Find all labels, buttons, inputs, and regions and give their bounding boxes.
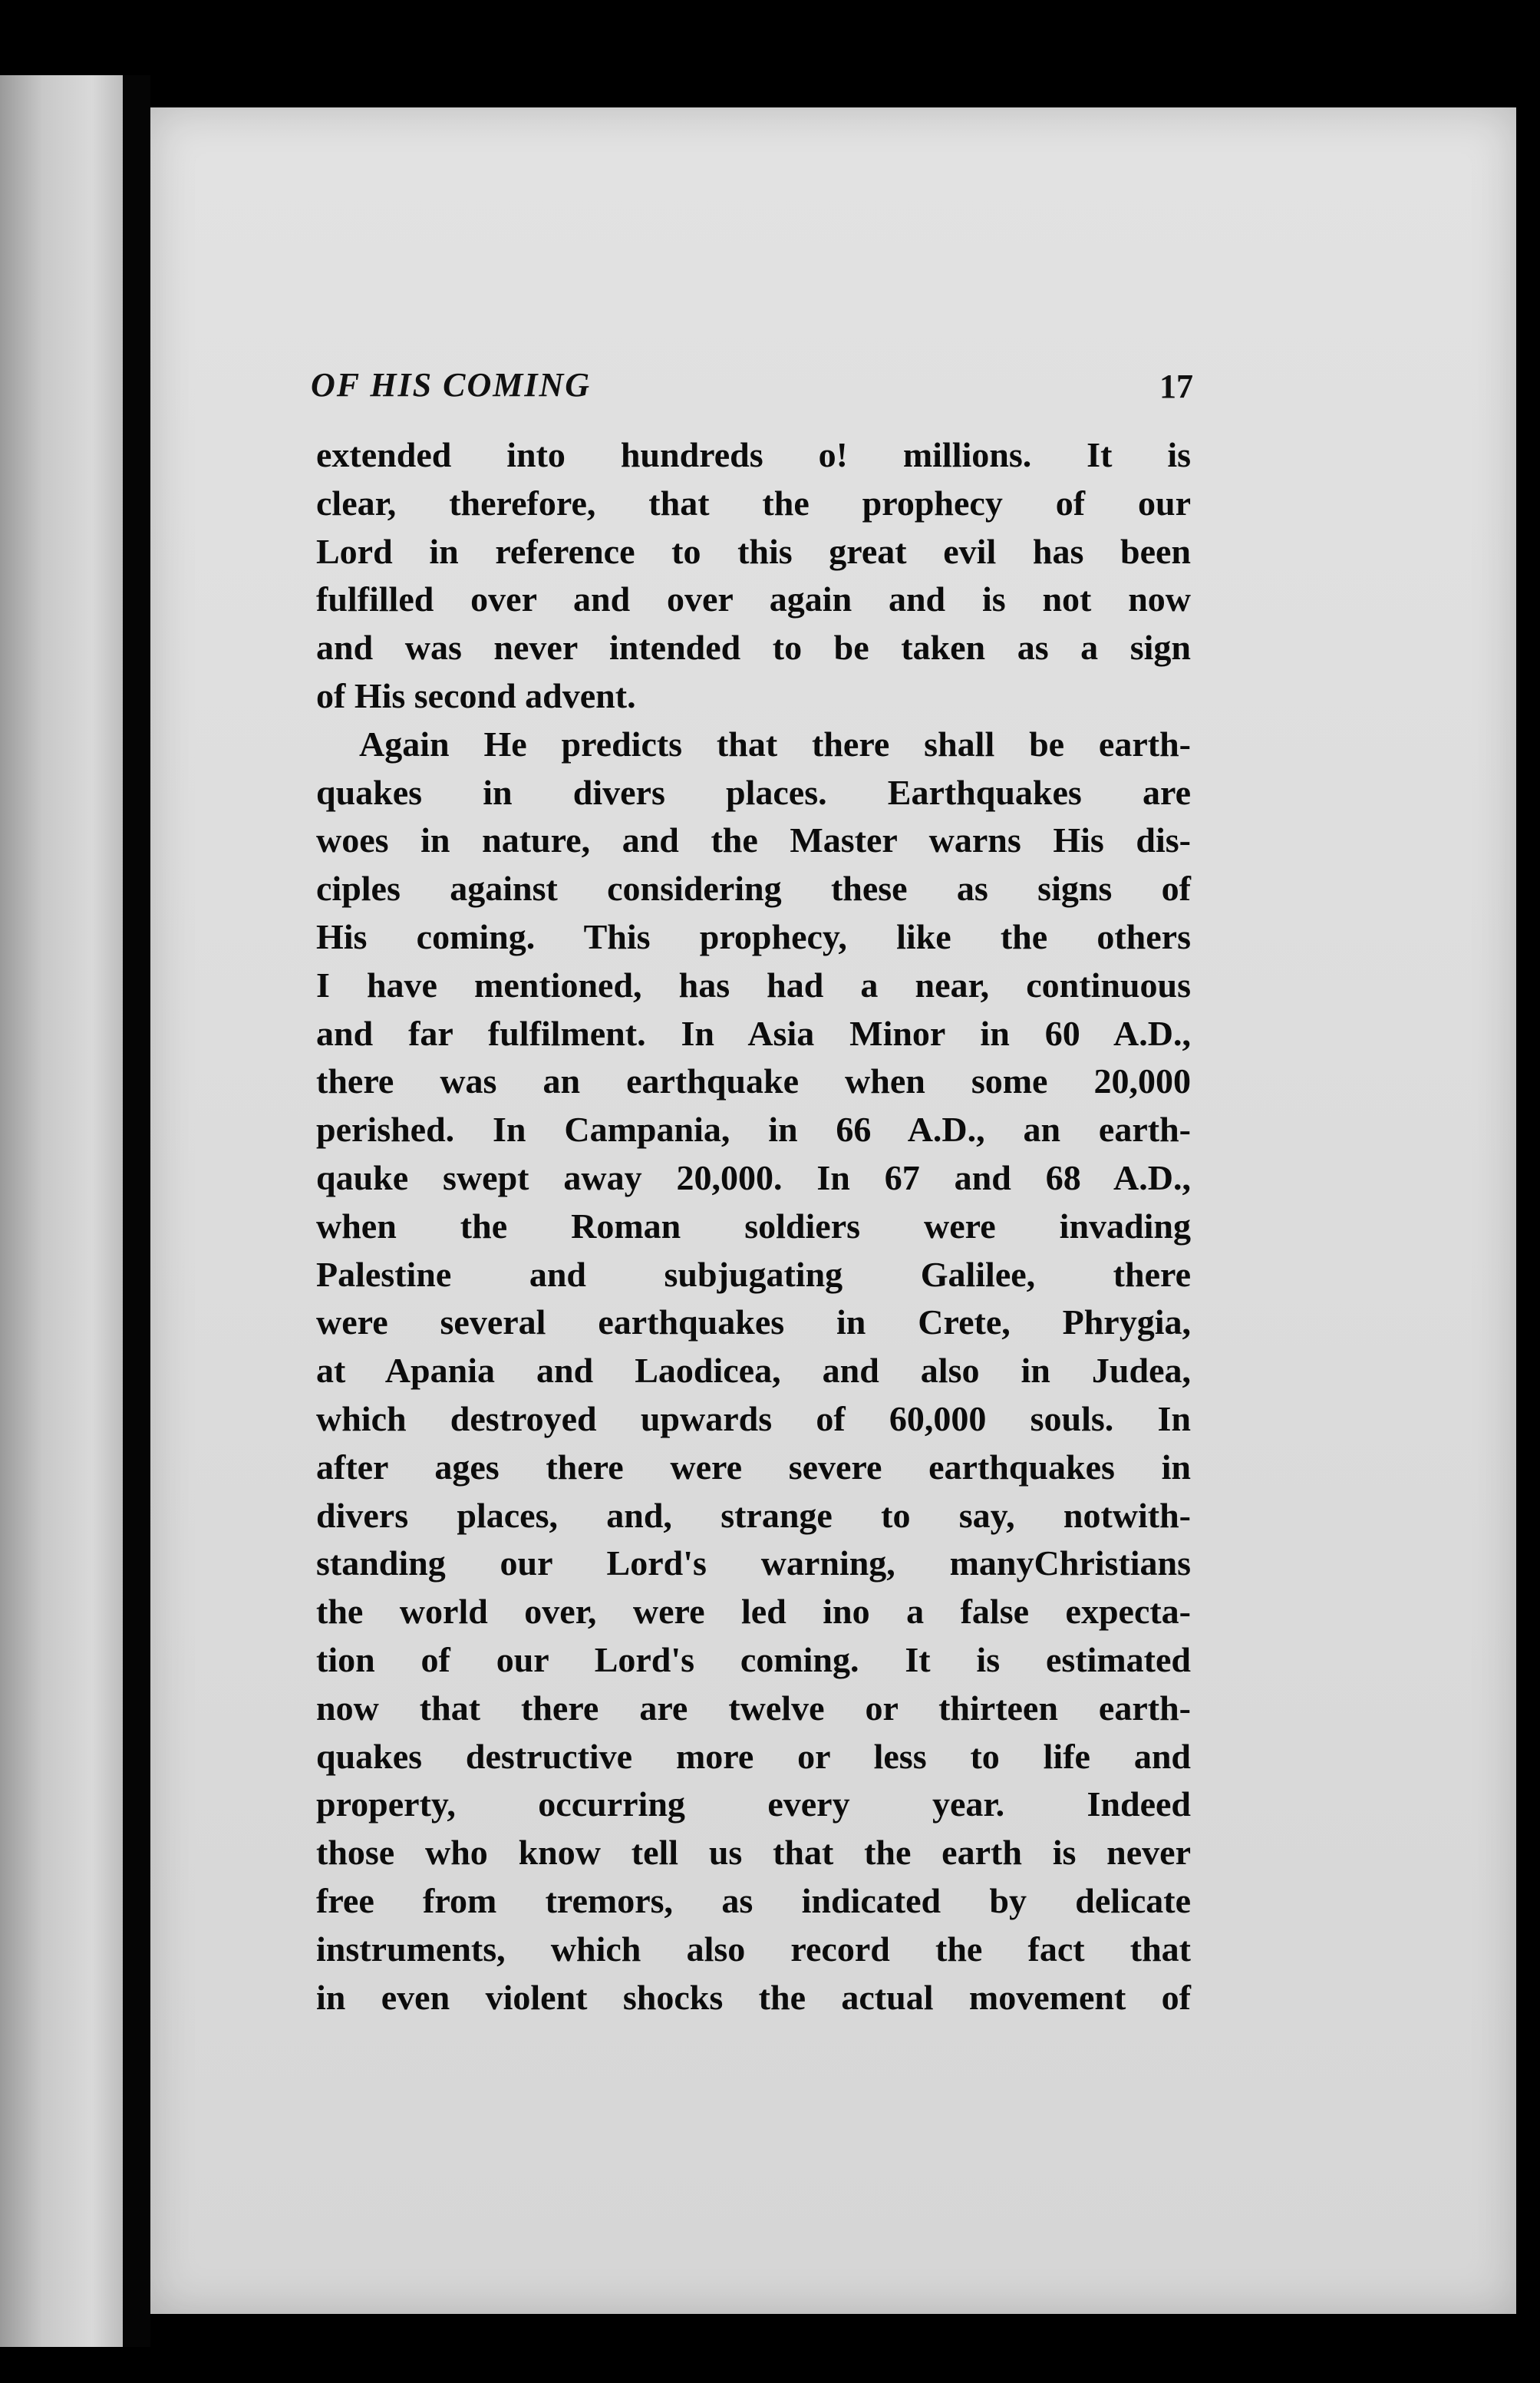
text-line: fulfilled over and over again and is not now bbox=[316, 579, 1191, 619]
text-line: His coming. This prophecy, like the others bbox=[316, 916, 1191, 956]
text-line: at Apania and Laodicea, and also in Judea, bbox=[316, 1351, 1191, 1391]
text-line: the world over, were led ino a false expecta- bbox=[316, 1592, 1191, 1632]
text-line: property, occurring every year. Indeed bbox=[316, 1784, 1191, 1824]
running-title: OF HIS COMING bbox=[311, 366, 592, 404]
facing-page-edge bbox=[0, 75, 123, 2347]
text-line: quakes destructive more or less to life and bbox=[316, 1736, 1191, 1776]
text-line: perished. In Campania, in 66 A.D., an earth- bbox=[316, 1110, 1191, 1150]
text-line: in even violent shocks the actual movement of bbox=[316, 1977, 1191, 2017]
text-line: were several earthquakes in Crete, Phrygia, bbox=[316, 1302, 1191, 1342]
text-line: there was an earthquake when some 20,000 bbox=[316, 1061, 1191, 1101]
text-line: qauke swept away 20,000. In 67 and 68 A.D., bbox=[316, 1157, 1191, 1197]
text-line: I have mentioned, has had a near, continuous bbox=[316, 965, 1191, 1005]
text-line: quakes in divers places. Earthquakes are bbox=[316, 772, 1191, 812]
text-line: extended into hundreds o! millions. It is bbox=[316, 435, 1191, 474]
text-line: which destroyed upwards of 60,000 souls. In bbox=[316, 1398, 1191, 1438]
text-line: Lord in reference to this great evil has been bbox=[316, 531, 1191, 571]
text-line: those who know tell us that the earth is never bbox=[316, 1833, 1191, 1873]
text-line: clear, therefore, that the prophecy of our bbox=[316, 483, 1191, 523]
text-line: and was never intended to be taken as a sign bbox=[316, 628, 1191, 668]
text-line: and far fulfilment. In Asia Minor in 60 A.D., bbox=[316, 1013, 1191, 1053]
text-line: ciples against considering these as signs of bbox=[316, 869, 1191, 909]
text-line: Palestine and subjugating Galilee, there bbox=[316, 1254, 1191, 1294]
page-number: 17 bbox=[1159, 368, 1193, 405]
running-head bbox=[311, 359, 1193, 413]
paragraph-start-line: Again He predicts that there shall be earth- bbox=[359, 724, 1191, 764]
text-line: of His second advent. bbox=[316, 675, 636, 715]
text-line: woes in nature, and the Master warns His dis- bbox=[316, 820, 1191, 860]
text-line: now that there are twelve or thirteen earth- bbox=[316, 1688, 1191, 1728]
text-line: free from tremors, as indicated by delicate bbox=[316, 1880, 1191, 1920]
text-line: when the Roman soldiers were invading bbox=[316, 1206, 1191, 1246]
body-text bbox=[316, 431, 1191, 2022]
text-line: standing our Lord's warning, manyChristians bbox=[316, 1543, 1191, 1583]
text-line: tion of our Lord's coming. It is estimated bbox=[316, 1639, 1191, 1679]
book-gutter bbox=[123, 75, 150, 2347]
text-line: divers places, and, strange to say, notwith- bbox=[316, 1495, 1191, 1535]
text-line: after ages there were severe earthquakes in bbox=[316, 1447, 1191, 1487]
text-line: instruments, which also record the fact that bbox=[316, 1929, 1191, 1969]
